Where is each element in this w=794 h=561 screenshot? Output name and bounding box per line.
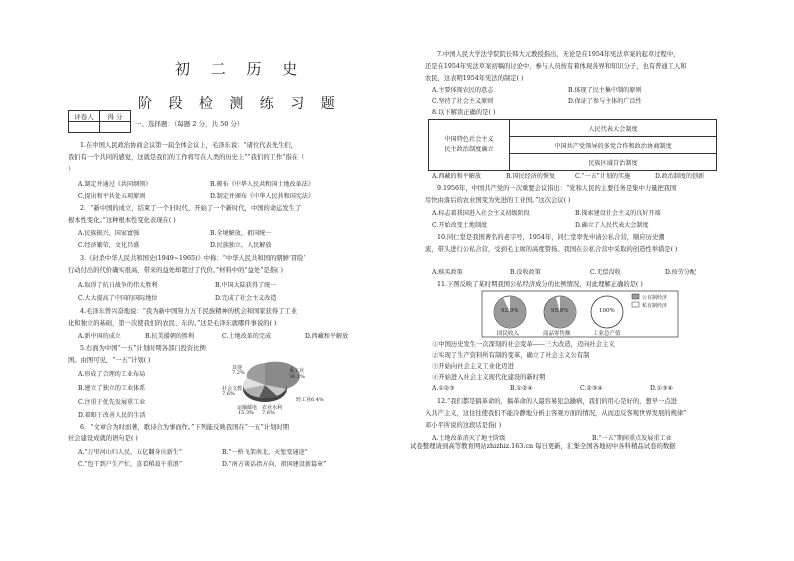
- page-subtitle: 阶 段 检 测 练 习 题: [138, 96, 341, 112]
- q10-opt-b: B.没收政策: [510, 269, 541, 276]
- system-regional-autonomy: 民族区域自治制度: [510, 154, 717, 171]
- q5-line1: 5.右面为中国“一五”计划时期各部门投资比例: [80, 345, 206, 352]
- q12-opt-a: A.土地改革消灭了地主阶级: [432, 435, 506, 442]
- q8-opt-d: D.政治制度的创新: [655, 173, 705, 180]
- q11-opt-b: B.①②④: [510, 385, 533, 392]
- q7-line1: 7.中国人民大学法学院院长韩大元教授指出，无论是在1954年宪法草案的起草过程中，: [437, 51, 680, 58]
- q7-opt-a: A.主要体现农民的意志: [432, 87, 494, 94]
- score-cell: [100, 122, 131, 133]
- reviewer-cell: [69, 122, 100, 133]
- q2-line2: 根本性变化。”这种根本性变化表现在( ): [68, 217, 176, 224]
- q8-opt-a: A.西藏的和平解放: [432, 173, 481, 180]
- q11-opt-c: C.②③④: [580, 385, 603, 392]
- pie-label-agri-pct: 7.6%: [262, 410, 275, 416]
- q2-opt-d: D.民族独立、人民解放: [210, 242, 272, 249]
- q9-line2: 尽快由落后的农业国变为先进的工业国。”这次会议( ): [425, 197, 571, 204]
- q6-opt-d: D.“南方谈话指方向，祖国建设新篇章”: [222, 461, 327, 468]
- q6-opt-c: C.“包干到户生产忙，喜看稻菽千重浪”: [78, 461, 183, 468]
- pie-label-other-pct: 7.2%: [232, 370, 245, 376]
- q3-opt-a: A.取得了抗日战争的伟大胜利: [78, 282, 158, 289]
- circle-label-1: 国民收入: [497, 331, 520, 337]
- q11-stem: 11.下图反映了某时期我国公私经济成分的比例情况，对此理解正确的是( ): [437, 281, 643, 288]
- q3-line1: 3.《封杀中华人民共和国史(1949~1965)》中称：“中华人民共和国的朝鲜‘冒险’: [80, 255, 306, 262]
- score-label: 得 分: [100, 111, 131, 122]
- pie-label-transport: 运输邮电: [237, 405, 258, 411]
- circle-label-2: 商品零售额: [543, 331, 571, 337]
- q3-line2: 行动付出的代价确实很高，带来的益处却超过了代价。”材料中的“益处”是指( ): [68, 267, 283, 274]
- pie-label-other: 其他: [232, 365, 243, 371]
- circle-label-3: 工业总产值: [593, 331, 621, 337]
- score-table: [68, 110, 131, 133]
- q1-line2: 我们有一个共同的感觉，这就是我们的工作将写在人类的历史上”“我们的工作”指在（: [68, 154, 305, 161]
- q5-opt-b: B.建立了独立的工业体系: [78, 385, 146, 392]
- system-left-line2: 民主政治制度确立: [444, 146, 494, 153]
- q2-opt-a: A.民族振兴，国家富强: [78, 230, 140, 237]
- section-heading: 一、选择题：（每题 2 分，共 50 分）: [135, 120, 244, 128]
- pie-label-transport-pct: 15.3%: [238, 410, 254, 416]
- q9-opt-d: D.确立了人民代表大会制度: [575, 222, 649, 229]
- q7-line2: 还是在1954年宪法草案初稿的讨论中，参与人员按有着体现各界和知识分子，也有普通工人和: [425, 63, 687, 70]
- q1-line3: ）: [68, 166, 75, 173]
- pie-label-light: 轻工业6.4%: [296, 397, 324, 403]
- system-cppcc: 中国共产党领导的多党合作和政治协商制度: [510, 137, 717, 154]
- q9-opt-c: C.开始改变土地制度: [432, 222, 488, 229]
- q8-opt-c: C.“一五”计划的实施: [575, 173, 631, 180]
- q11-statement-2: ②实现了生产资料所有制的变革，确立了社会主义公有制: [432, 352, 590, 359]
- q1-opt-c: C.提出和平共处五项原则: [78, 193, 146, 200]
- q11-statement-4: ④开始进入社会主义现代化建设的新时期: [432, 374, 546, 381]
- pie-label-social: 社会文教: [222, 386, 243, 392]
- q5-opt-d: D.着眼于改善人民的生活: [78, 412, 146, 419]
- page-title: 初 二 历 史: [175, 60, 306, 78]
- q3-opt-b: B.中国大陆获得了统一: [215, 282, 277, 289]
- q7-opt-d: D.保证了参与主体的广泛性: [568, 98, 642, 105]
- page-footer: 试卷整理请到高等教育网站zhizhiz.163.cn 每日更新，汇集全国各地初中各科精品试卷的数据: [410, 442, 676, 450]
- q4-line1: 4.毛泽东曾兴奋地说：“我为新中国努力万千民族精神的机会和国家获得了工业: [80, 308, 298, 315]
- q11-opt-d: D.①③④: [650, 385, 673, 392]
- q4-opt-b: B.抗美援朝的胜利: [145, 333, 195, 340]
- system-left-cell: [429, 120, 510, 171]
- reviewer-label: 评卷人: [69, 111, 100, 122]
- system-left-line1: 中国特色社会主义: [444, 136, 494, 143]
- q7-opt-c: C.坚持了社会主义原则: [432, 98, 494, 105]
- q5-line2: 图。由图可见，“一五”计划( ): [68, 357, 151, 364]
- q5-opt-a: A.形成了合理的工业布局: [78, 371, 146, 378]
- q4-line2: 化和独立的基础，第一次使我们的农民、东的。”这是毛泽东就哪件事说的( ): [68, 320, 277, 327]
- q10-opt-a: A.赎买政策: [432, 269, 463, 276]
- q1-opt-d: D.制定并颁布《中华人民共和国宪法》: [210, 193, 315, 200]
- q1-opt-a: A.制定并通过《共同纲领》: [78, 181, 152, 188]
- q3-opt-c: C.大大提高了中国的国际地位: [78, 295, 158, 302]
- q5-opt-c: C.注重于优先发展重工业: [78, 399, 146, 406]
- q10-line1: 10.同仁堂是我国著名的老字号，1954年，同仁堂率先申请公私合营，顺应历史潮: [437, 234, 665, 241]
- q10-line2: 流，带头进行公私合营，受到毛主席的高度赞扬。我国在公私合营中采取的创造性举措是( ): [425, 246, 678, 253]
- circle-value-3: 100%: [599, 308, 615, 314]
- legend-public-swatch: [632, 294, 639, 299]
- legend-private-swatch: [632, 302, 639, 307]
- q3-opt-d: D.完成了社会主义改造: [215, 295, 277, 302]
- q10-opt-c: C.无偿没收: [590, 269, 621, 276]
- q1-line1: 1.在中国人民政治协商会议第一届全体会议上，毛泽东说：“诸位代表先生们，: [80, 142, 298, 149]
- q8-opt-b: B.国民经济的恢复: [506, 173, 556, 180]
- q8-stem: 8.以下解读正确的是( ): [432, 109, 496, 116]
- q9-opt-a: A.标志着我国进入社会主义初级阶段: [432, 210, 530, 217]
- system-npc: 人民代表大会制度: [510, 120, 717, 137]
- political-system-table: [428, 119, 717, 171]
- q6-opt-b: B.“一桥飞架南北，天堑变通途”: [222, 449, 308, 456]
- circle-value-2: 95.8%: [551, 308, 569, 314]
- q9-line1: 9.1956年，中国共产党的一次重要会议指出：“党和人民的主要任务是集中力量把我国: [437, 185, 677, 192]
- q1-opt-b: B.颁布《中华人民共和国土地改革法》: [210, 181, 314, 188]
- q7-line3: 农民，这表明1954年宪法的制定( ): [425, 75, 524, 82]
- q2-opt-b: B.全境解放、祖国统一: [210, 230, 272, 237]
- q12-line2: 入共产主义，这往往使我们不能冷静地分析主客观方面的情况，从而违反客观世界发展的规律”: [425, 410, 687, 417]
- q11-statement-3: ③开始向社会主义工业化迈进: [432, 363, 514, 370]
- q2-line1: 2．“新中国的成立，结束了一个旧时代，开始了一个新时代，中国的命运发生了: [80, 205, 302, 212]
- q4-opt-d: D.西藏和平解放: [305, 333, 349, 340]
- circle-value-1: 92.9%: [501, 308, 519, 314]
- q7-opt-b: B.体现了民主集中制的原则: [568, 87, 642, 94]
- pie-label-agri: 农业水利: [262, 405, 283, 411]
- q2-opt-c: C.经济繁荣，文化昌盛: [78, 242, 140, 249]
- q6-line1: 6．“文章合为时而著，歌诗合为事而作。”下列能反映我国在“一五”计划时期: [80, 424, 289, 431]
- q6-line2: 社会建设成就的语句是( ): [68, 435, 138, 442]
- q12-opt-b: B.“一五”期间重点发展重工业: [592, 435, 672, 442]
- legend-private: 私有制经济: [642, 303, 668, 309]
- pie-label-heavy-pct: 36.1%: [289, 374, 305, 380]
- q12-line1: 12.“我们都是搞革命的，搞革命的人最容易犯急躁病，我们的用心是好的，想早一点进: [437, 398, 677, 405]
- legend-public: 公有制经济: [642, 295, 668, 301]
- q9-opt-b: B.探索建设社会主义的良好开端: [575, 210, 661, 217]
- pie-label-social-pct: 7.6%: [222, 391, 235, 397]
- pie-label-heavy: 重工业: [289, 368, 305, 374]
- q4-opt-c: C.土地改革的完成: [222, 333, 272, 340]
- q10-opt-d: D.按劳分配: [665, 269, 696, 276]
- q12-line3: 邓小平所说的这段话是指( ): [425, 422, 502, 429]
- q11-opt-a: A.①②③: [432, 385, 455, 392]
- q4-opt-a: A.新中国的成立: [78, 333, 121, 340]
- q11-statement-1: ①中国历史发生一次深刻的社会变革——三大改造，迈向社会主义: [432, 341, 615, 348]
- q6-opt-a: A.“万里河山归人民，五亿翻身庆新生”: [78, 449, 182, 456]
